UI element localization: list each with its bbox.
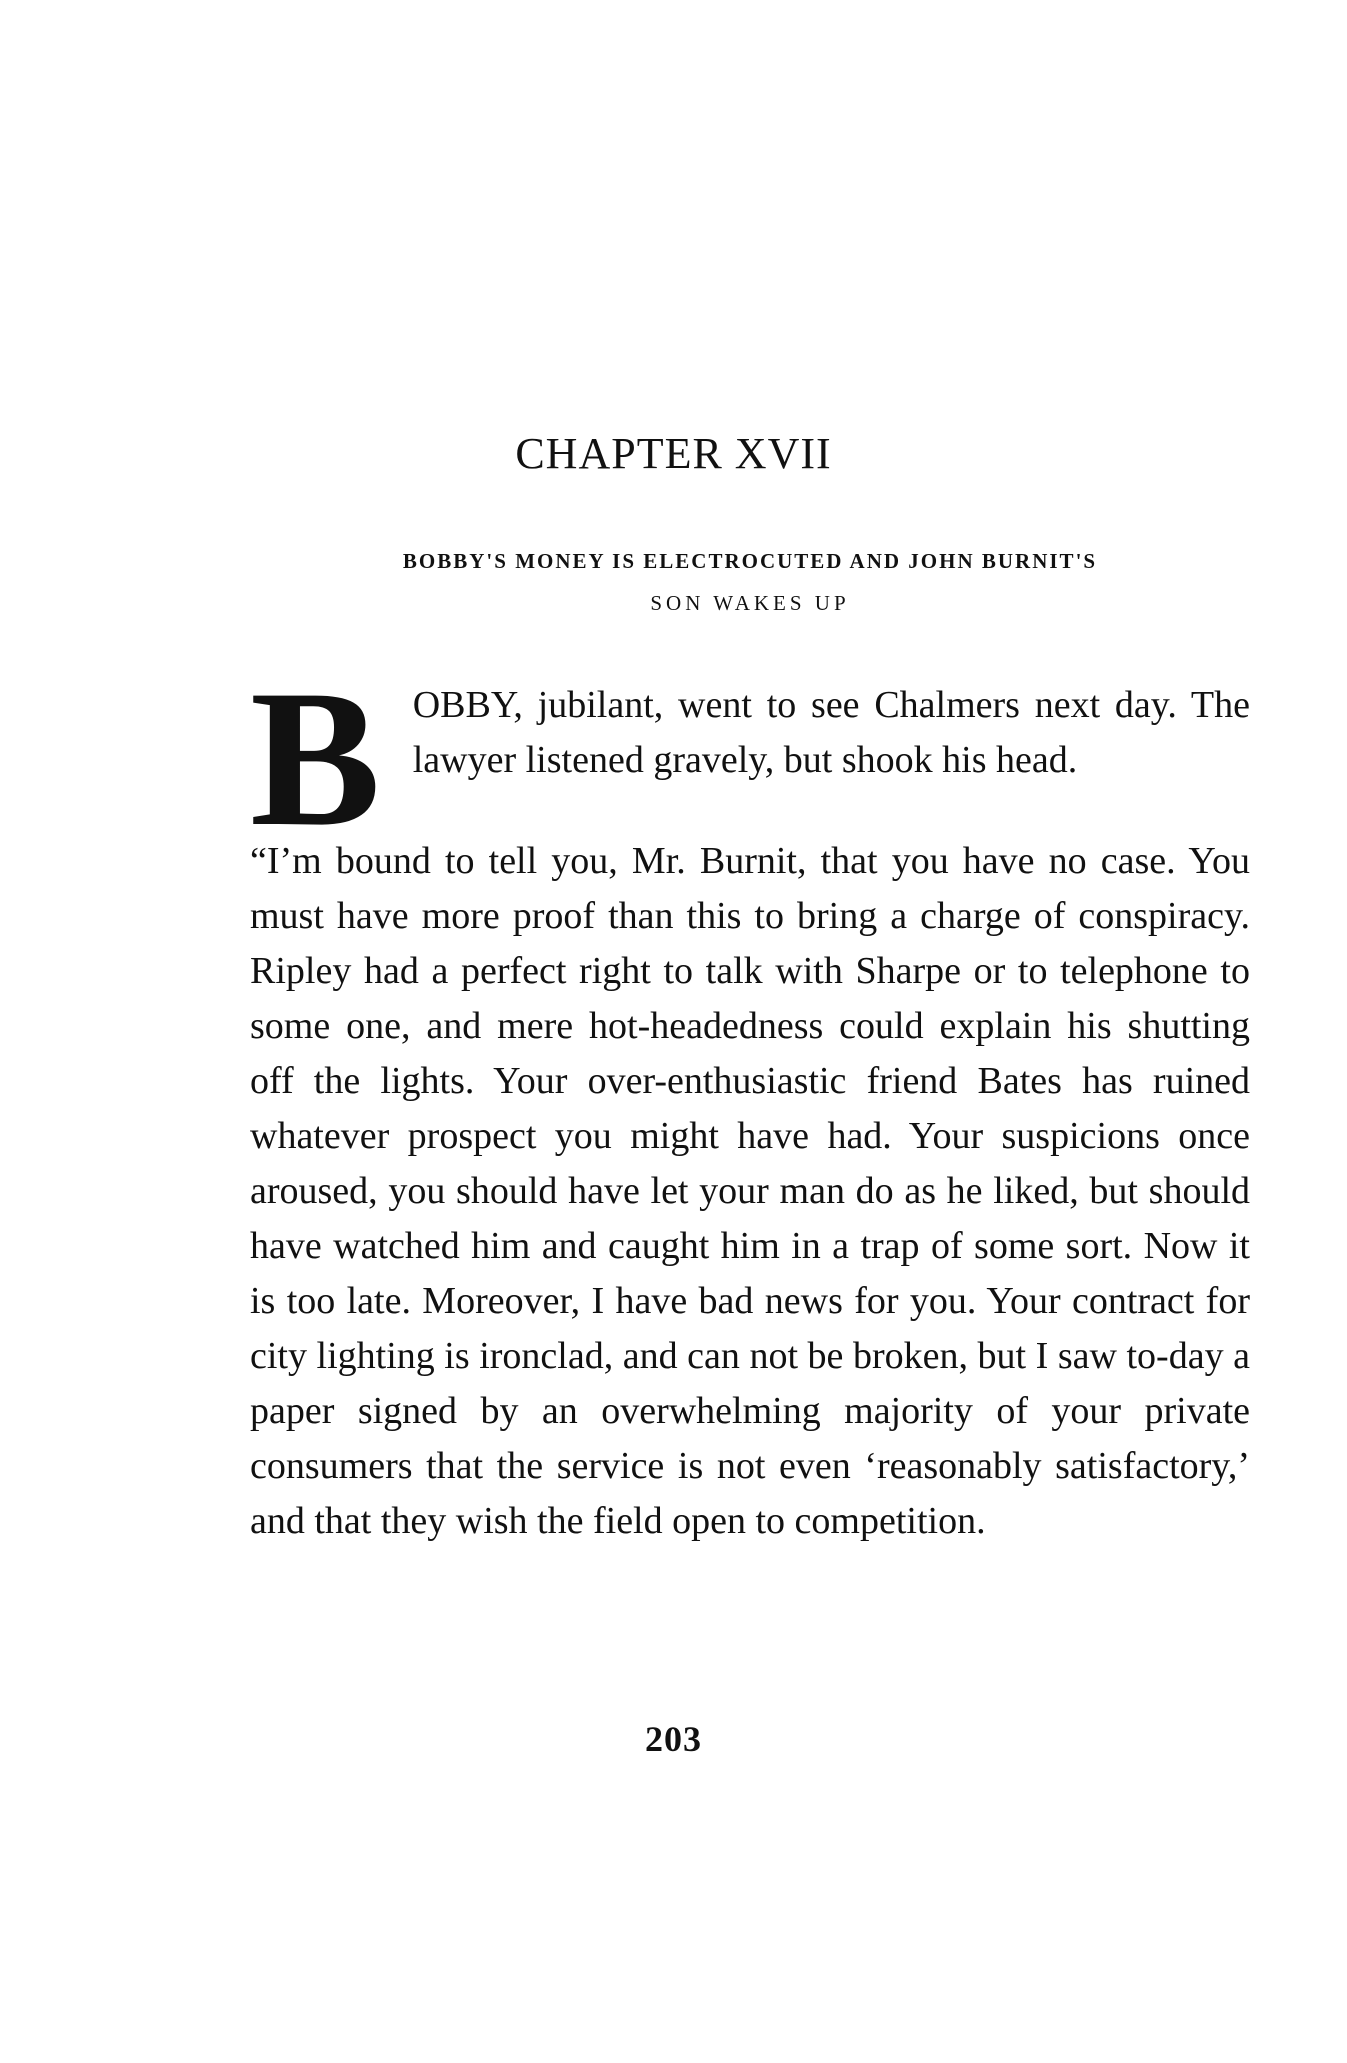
chapter-subtitle [250, 540, 1250, 624]
chapter-body [250, 650, 1250, 1549]
drop-cap: B [250, 650, 381, 867]
page-number: 203 [645, 1719, 702, 1759]
paragraph-2: “I’m bound to tell you, Mr. Burnit, that you have no case. You must have more proof than this to bring a charge of conspiracy. Ripley had a perfect right to talk with Sharpe or to telephone to some one, and mere hot-headedness could explain his shutting off the lights. Your over-enthusiastic friend Bates has ruined whatever prospect you might have had. Your suspicions once aroused, you should have let your man do as he liked, but should have watched him and caught him in a trap of some sort. Now it is too late. Moreover, I have bad news for you. Your contract for city lighting is ironclad, and can not be broken, but I saw to-day a paper signed by an overwhelming majority of your private consumers that the service is not even ‘reasonably satisfactory,’ and that they wish the field open to competition. [250, 840, 1250, 1542]
chapter-title: CHAPTER XVII [515, 429, 832, 478]
paragraph-1: OBBY, jubilant, went to see Chalmers next day. The lawyer listened gravely, but shook his head. [412, 684, 1250, 781]
chapter-subtitle-line-1: BOBBY'S MONEY IS ELECTROCUTED AND JOHN BURNIT'S [402, 549, 1098, 573]
chapter-subtitle-line-2: SON WAKES UP [650, 591, 850, 615]
